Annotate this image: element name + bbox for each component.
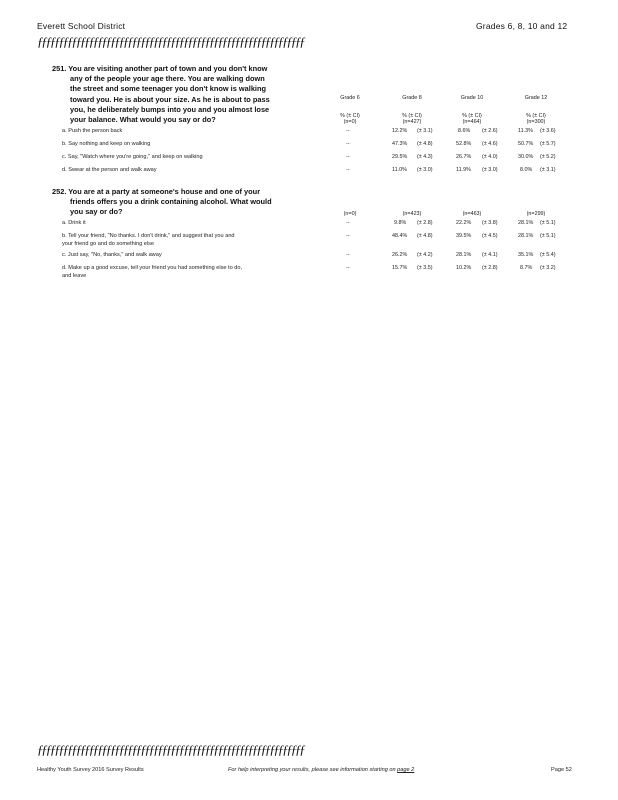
grade-8-value: 15.7% [392, 265, 408, 271]
footer-rule: ƒƒƒƒƒƒƒƒƒƒƒƒƒƒƒƒƒƒƒƒƒƒƒƒƒƒƒƒƒƒƒƒƒƒƒƒƒƒƒƒƒƒƒƒƒƒƒƒƒƒƒƒƒƒƒƒƒƒƒƒƒƒ [37, 742, 304, 757]
grade-6-value: -- [346, 220, 350, 226]
option-label-continued: your friend go and do something else [62, 241, 155, 247]
grade-8-value: 47.3% [392, 141, 408, 147]
grade-12-ci: (± 3.6) [540, 128, 556, 134]
grade-8-ci: (± 3.5) [417, 265, 433, 271]
question-251-text [52, 64, 270, 125]
grade-8-value: 11.0% [392, 167, 407, 173]
grade-8-ci: (± 4.2) [417, 252, 433, 258]
grade-8-ci: (± 4.8) [417, 141, 433, 147]
grade-12-ci: (± 3.1) [540, 167, 556, 173]
pct-ci-label: % (± CI) [526, 113, 546, 119]
grade-12-value: 11.3% [518, 128, 533, 134]
grade-10-ci: (± 4.6) [482, 141, 498, 147]
grade-12-value: 28.1% [518, 220, 534, 226]
help-note [228, 767, 414, 773]
grade-6-value: -- [346, 141, 350, 147]
option-label: c. Say, "Watch where you're going," and keep on walking [62, 154, 203, 160]
grade-8-ci: (± 4.8) [417, 233, 433, 239]
sample-size: (n=423) [402, 211, 422, 217]
grade-12-ci: (± 3.2) [540, 265, 556, 271]
sample-size: (n=0) [343, 211, 357, 217]
question-252-text [52, 187, 272, 218]
sample-size: (n=427) [402, 119, 422, 125]
question-252-line: friends offers you a drink containing alcohol. What would [70, 197, 272, 207]
question-251-line: you, he deliberately bumps into you and you almost lose [70, 104, 270, 114]
help-note-text: For help interpreting your results, please see information starting on [228, 767, 398, 773]
grade-10-value: 10.2% [456, 265, 472, 271]
option-label: b. Tell your friend, "No thanks. I don't drink," and suggest that you and [62, 233, 235, 239]
grade-12-ci: (± 5.4) [540, 252, 556, 258]
grade-12-ci: (± 5.2) [540, 154, 556, 160]
grade-12-value: 28.1% [518, 233, 534, 239]
district-name: Everett School District [37, 21, 126, 31]
grade-10-value: 8.6% [458, 128, 471, 134]
option-label: d. Swear at the person and walk away [62, 167, 157, 173]
grade-8-ci: (± 4.3) [417, 154, 433, 160]
grade-10-value: 11.9% [456, 167, 471, 173]
question-251-line: any of the people your age there. You are walking down [70, 74, 265, 84]
grade-8-value: 12.2% [392, 128, 408, 134]
question-251-line: your balance. What would you say or do? [70, 115, 216, 125]
option-label: a. Push the person back [62, 128, 123, 134]
option-label: c. Just say, "No, thanks," and walk away [62, 252, 162, 258]
sample-size: (n=299) [526, 211, 546, 217]
question-252-line: you say or do? [70, 207, 123, 217]
question-251-line: the street and some teenager you don't know is walking [70, 84, 267, 94]
grade-8-ci: (± 3.0) [417, 167, 433, 173]
grade-8-value: 26.2% [392, 252, 408, 258]
grade-6-value: -- [346, 265, 350, 271]
grade-12-ci: (± 5.7) [540, 141, 556, 147]
grade-12-value: 35.1% [518, 252, 534, 258]
sample-size: (n=0) [343, 119, 357, 125]
grade-6-value: -- [346, 154, 350, 160]
grade-6-value: -- [346, 128, 350, 134]
question-251-line: 251. You are visiting another part of town and you don't know [52, 64, 268, 73]
grade-10-ci: (± 4.0) [482, 154, 498, 160]
option-label: a. Drink it [62, 220, 86, 226]
grade-6-value: -- [346, 167, 350, 173]
grade-8-value: 9.8% [394, 220, 407, 226]
grade-10-ci: (± 2.8) [482, 265, 498, 271]
grade-12-header: Grade 12 [524, 95, 548, 101]
grade-10-value: 28.1% [456, 252, 472, 258]
survey-title: Healthy Youth Survey 2016 Survey Results [37, 767, 144, 773]
page-2-link[interactable]: page 2 [397, 767, 415, 773]
grade-10-value: 52.8% [456, 141, 472, 147]
grade-10-ci: (± 3.8) [482, 220, 498, 226]
grade-8-value: 48.4% [392, 233, 408, 239]
grade-6-value: -- [346, 233, 350, 239]
grade-12-value: 8.7% [520, 265, 533, 271]
pct-ci-label: % (± CI) [462, 113, 482, 119]
grade-10-ci: (± 4.5) [482, 233, 498, 239]
pct-ci-label: % (± CI) [402, 113, 422, 119]
grade-12-ci: (± 5.1) [540, 233, 556, 239]
grade-12-value: 50.7% [518, 141, 534, 147]
grade-12-value: 30.0% [518, 154, 534, 160]
grade-10-value: 39.5% [456, 233, 472, 239]
page-number: Page 52 [551, 767, 572, 773]
grade-12-ci: (± 5.1) [540, 220, 556, 226]
grade-10-ci: (± 3.0) [482, 167, 498, 173]
option-label: b. Say nothing and keep on walking [62, 141, 151, 147]
question-252-line: 252. You are at a party at someone's house and one of your [52, 187, 261, 196]
sample-size: (n=464) [462, 119, 482, 125]
grades-label: Grades 6, 8, 10 and 12 [476, 21, 568, 31]
question-251-line: toward you. He is about your size. As he is about to pass [70, 94, 270, 104]
grade-6-value: -- [346, 252, 350, 258]
pct-ci-label: % (± CI) [340, 113, 360, 119]
grade-6-header: Grade 6 [340, 95, 360, 101]
grade-10-header: Grade 10 [460, 95, 484, 101]
grade-8-value: 29.5% [392, 154, 408, 160]
option-label: d. Make up a good excuse, tell your friend you had something else to do, [62, 265, 243, 271]
grade-10-ci: (± 2.6) [482, 128, 498, 134]
grade-12-value: 8.0% [520, 167, 533, 173]
grade-10-value: 22.2% [456, 220, 472, 226]
grade-8-ci: (± 2.8) [417, 220, 433, 226]
grade-10-ci: (± 4.1) [482, 252, 498, 258]
grade-8-header: Grade 8 [402, 95, 422, 101]
header-rule: ƒƒƒƒƒƒƒƒƒƒƒƒƒƒƒƒƒƒƒƒƒƒƒƒƒƒƒƒƒƒƒƒƒƒƒƒƒƒƒƒƒƒƒƒƒƒƒƒƒƒƒƒƒƒƒƒƒƒƒƒƒƒ [37, 34, 304, 49]
sample-size: (n=463) [462, 211, 482, 217]
grade-8-ci: (± 3.1) [417, 128, 433, 134]
sample-size: (n=300) [526, 119, 546, 125]
grade-10-value: 26.7% [456, 154, 472, 160]
option-label-continued: and leave [62, 273, 87, 279]
